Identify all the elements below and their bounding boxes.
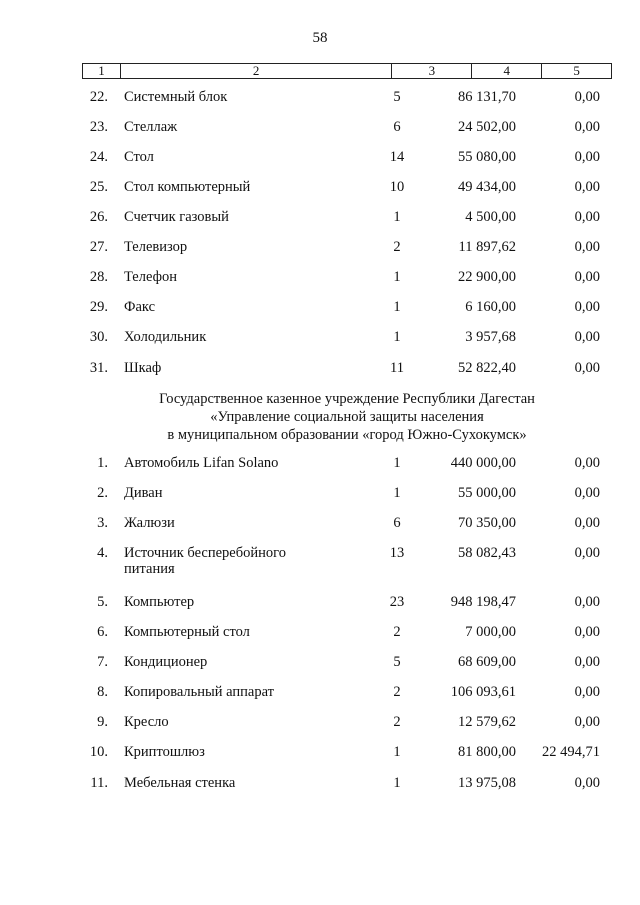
cost-value: 11 897,62 [458, 239, 516, 255]
item-name: Системный блок [124, 89, 228, 105]
quantity: 2 [393, 684, 401, 700]
item-name: Шкаф [124, 360, 162, 376]
cost-value: 3 957,68 [465, 329, 516, 345]
quantity: 1 [393, 744, 401, 760]
cost-value: 86 131,70 [458, 89, 516, 105]
row-number: 29. [89, 299, 108, 315]
item-name: Стеллаж [124, 119, 178, 135]
section-title [82, 390, 612, 444]
item-name: Автомобиль Lifan Solano [124, 455, 279, 471]
quantity: 1 [393, 485, 401, 501]
item-name: Факс [124, 299, 156, 315]
item-name: Счетчик газовый [124, 209, 229, 225]
residual-value: 0,00 [574, 485, 600, 501]
row-number: 27. [89, 239, 108, 255]
row-number: 31. [89, 360, 108, 376]
inventory-table [82, 63, 612, 79]
residual-value: 0,00 [574, 624, 600, 640]
residual-value: 0,00 [574, 455, 600, 471]
quantity: 1 [393, 299, 401, 315]
residual-value: 0,00 [574, 209, 600, 225]
row-number: 24. [89, 149, 108, 165]
section-title-line-3: в муниципальном образовании «город Южно-Сухокумск» [167, 427, 527, 443]
header-col-2: 2 [121, 64, 392, 78]
row-number: 9. [97, 714, 108, 730]
cost-value: 13 975,08 [458, 775, 516, 791]
residual-value: 0,00 [574, 179, 600, 195]
row-number: 28. [89, 269, 108, 285]
section-title-line-1: Государственное казенное учреждение Республики Дагестан [159, 391, 535, 407]
cost-value: 7 000,00 [465, 624, 516, 640]
cost-value: 6 160,00 [465, 299, 516, 315]
residual-value: 0,00 [574, 299, 600, 315]
quantity: 1 [393, 455, 401, 471]
residual-value: 0,00 [574, 149, 600, 165]
item-name: Холодильник [124, 329, 207, 345]
table-header [82, 63, 612, 79]
quantity: 2 [393, 714, 401, 730]
row-number: 22. [89, 89, 108, 105]
item-name: Стол компьютерный [124, 179, 251, 195]
residual-value: 22 494,71 [542, 744, 600, 760]
row-number: 30. [89, 329, 108, 345]
page-number: 58 [312, 30, 328, 46]
row-number: 25. [89, 179, 108, 195]
residual-value: 0,00 [574, 119, 600, 135]
cost-value: 4 500,00 [465, 209, 516, 225]
row-number: 7. [97, 654, 108, 670]
row-number: 6. [97, 624, 108, 640]
residual-value: 0,00 [574, 329, 600, 345]
cost-value: 440 000,00 [450, 455, 516, 471]
item-name: Жалюзи [124, 515, 175, 531]
quantity: 2 [393, 239, 401, 255]
quantity: 1 [393, 329, 401, 345]
cost-value: 68 609,00 [458, 654, 516, 670]
quantity: 5 [393, 654, 401, 670]
item-name: Копировальный аппарат [124, 684, 275, 700]
item-name: Телефон [124, 269, 177, 285]
header-col-4: 4 [472, 64, 542, 78]
section-title-line-2: «Управление социальной защиты населения [210, 409, 484, 425]
row-number: 26. [89, 209, 108, 225]
item-name: Кондиционер [124, 654, 208, 670]
quantity: 1 [393, 209, 401, 225]
residual-value: 0,00 [574, 545, 600, 561]
residual-value: 0,00 [574, 515, 600, 531]
quantity: 2 [393, 624, 401, 640]
residual-value: 0,00 [574, 360, 600, 376]
item-name: Компьютерный стол [124, 624, 250, 640]
row-number: 4. [97, 545, 108, 561]
cost-value: 81 800,00 [458, 744, 516, 760]
quantity: 10 [389, 179, 405, 195]
quantity: 13 [389, 545, 405, 561]
header-col-3: 3 [392, 64, 472, 78]
header-col-1: 1 [83, 64, 121, 78]
item-name: Стол [124, 149, 154, 165]
row-number: 2. [97, 485, 108, 501]
row-number: 11. [90, 775, 108, 791]
cost-value: 70 350,00 [458, 515, 516, 531]
cost-value: 55 000,00 [458, 485, 516, 501]
row-number: 3. [97, 515, 108, 531]
row-number: 5. [97, 594, 108, 610]
item-name: Компьютер [124, 594, 195, 610]
quantity: 5 [393, 89, 401, 105]
residual-value: 0,00 [574, 654, 600, 670]
quantity: 1 [393, 775, 401, 791]
residual-value: 0,00 [574, 775, 600, 791]
row-number: 1. [97, 455, 108, 471]
cost-value: 12 579,62 [458, 714, 516, 730]
quantity: 1 [393, 269, 401, 285]
item-name: Кресло [124, 714, 169, 730]
cost-value: 49 434,00 [458, 179, 516, 195]
quantity: 6 [393, 119, 401, 135]
cost-value: 948 198,47 [450, 594, 516, 610]
quantity: 6 [393, 515, 401, 531]
header-col-5: 5 [542, 64, 612, 78]
item-name: Телевизор [124, 239, 188, 255]
row-number: 23. [89, 119, 108, 135]
cost-value: 24 502,00 [458, 119, 516, 135]
quantity: 14 [389, 149, 405, 165]
item-name: Источник бесперебойного питания [124, 545, 286, 577]
cost-value: 106 093,61 [450, 684, 516, 700]
quantity: 11 [390, 360, 404, 376]
residual-value: 0,00 [574, 714, 600, 730]
item-name: Криптошлюз [124, 744, 205, 760]
row-number: 8. [97, 684, 108, 700]
row-number: 10. [89, 744, 108, 760]
residual-value: 0,00 [574, 239, 600, 255]
cost-value: 22 900,00 [458, 269, 516, 285]
residual-value: 0,00 [574, 594, 600, 610]
residual-value: 0,00 [574, 269, 600, 285]
quantity: 23 [389, 594, 405, 610]
residual-value: 0,00 [574, 89, 600, 105]
residual-value: 0,00 [574, 684, 600, 700]
cost-value: 52 822,40 [458, 360, 516, 376]
item-name: Мебельная стенка [124, 775, 236, 791]
item-name: Диван [124, 485, 163, 501]
cost-value: 55 080,00 [458, 149, 516, 165]
cost-value: 58 082,43 [458, 545, 516, 561]
